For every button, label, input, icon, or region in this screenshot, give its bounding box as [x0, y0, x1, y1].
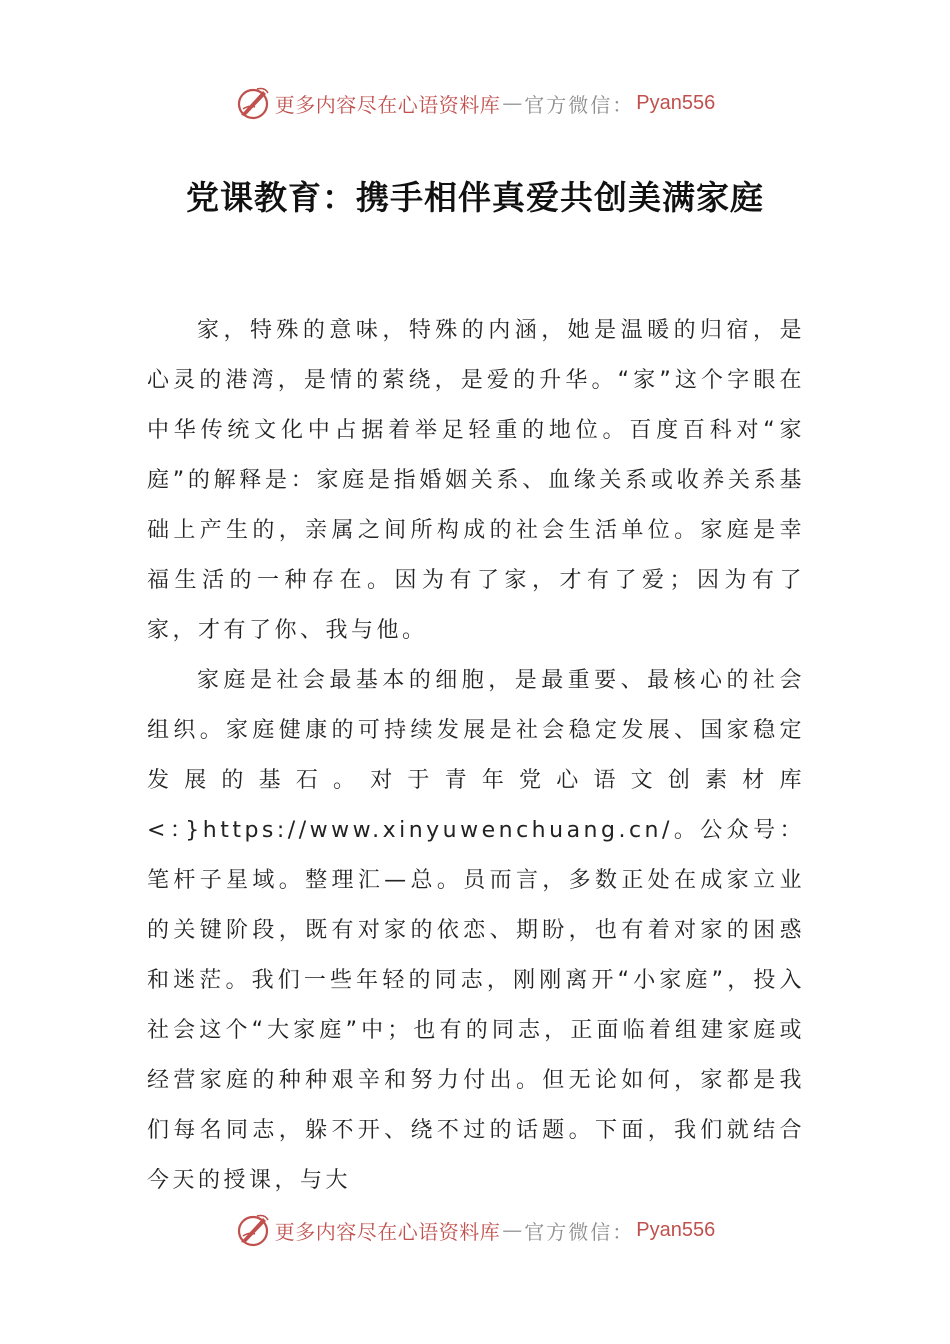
separator: — [502, 1218, 523, 1242]
wechat-label: 官方微信： [524, 92, 635, 117]
wechat-id: Pyan556 [636, 1218, 716, 1241]
header-banner [0, 83, 950, 123]
paragraph: 家庭是社会最基本的细胞，是最重要、最核心的社会组织。家庭健康的可持续发展是社会稳定发展、国家稳定发展的基石。对于青年党心语文创素材库<：}https://www.xinyuwenchuang.cn/。公众号：笔杆子星域。整理汇—总。员而言，多数正处在成家立业的关键阶段，既有对家的依恋、期盼，也有着对家的困惑和迷茫。我们一些年轻的同志，刚刚离开“小家庭”，投入社会这个“大家庭”中；也有的同志，正面临着组建家庭或经营家庭的种种艰辛和努力付出。但无论如何，家都是我们每名同志，躲不开、绕不过的话题。下面，我们就结合今天的授课，与大 [147, 668, 805, 1193]
wechat-label: 官方微信： [524, 1219, 635, 1244]
quill-pen-logo-icon [235, 85, 271, 121]
footer-banner [0, 1210, 950, 1250]
paragraph: 家，特殊的意味，特殊的内涵，她是温暖的归宿，是心灵的港湾，是情的萦绕，是爱的升华。“家”这个字眼在中华传统文化中占据着举足轻重的地位。百度百科对“家庭”的解释是：家庭是指婚姻关系、血缘关系或收养关系基础上产生的，亲属之间所构成的社会生活单位。家庭是幸福生活的一种存在。因为有了家，才有了爱；因为有了家，才有了你、我与他。 [147, 318, 805, 643]
site-name-text: 更多内容尽在心语资料库 [274, 1219, 501, 1244]
document-title: 党课教育：携手相伴真爱共创美满家庭 [186, 178, 764, 217]
site-name-text: 更多内容尽在心语资料库 [274, 92, 501, 117]
wechat-id: Pyan556 [636, 91, 716, 114]
document-body [147, 306, 805, 1206]
separator: — [502, 91, 523, 115]
quill-pen-logo-icon [235, 1212, 271, 1248]
